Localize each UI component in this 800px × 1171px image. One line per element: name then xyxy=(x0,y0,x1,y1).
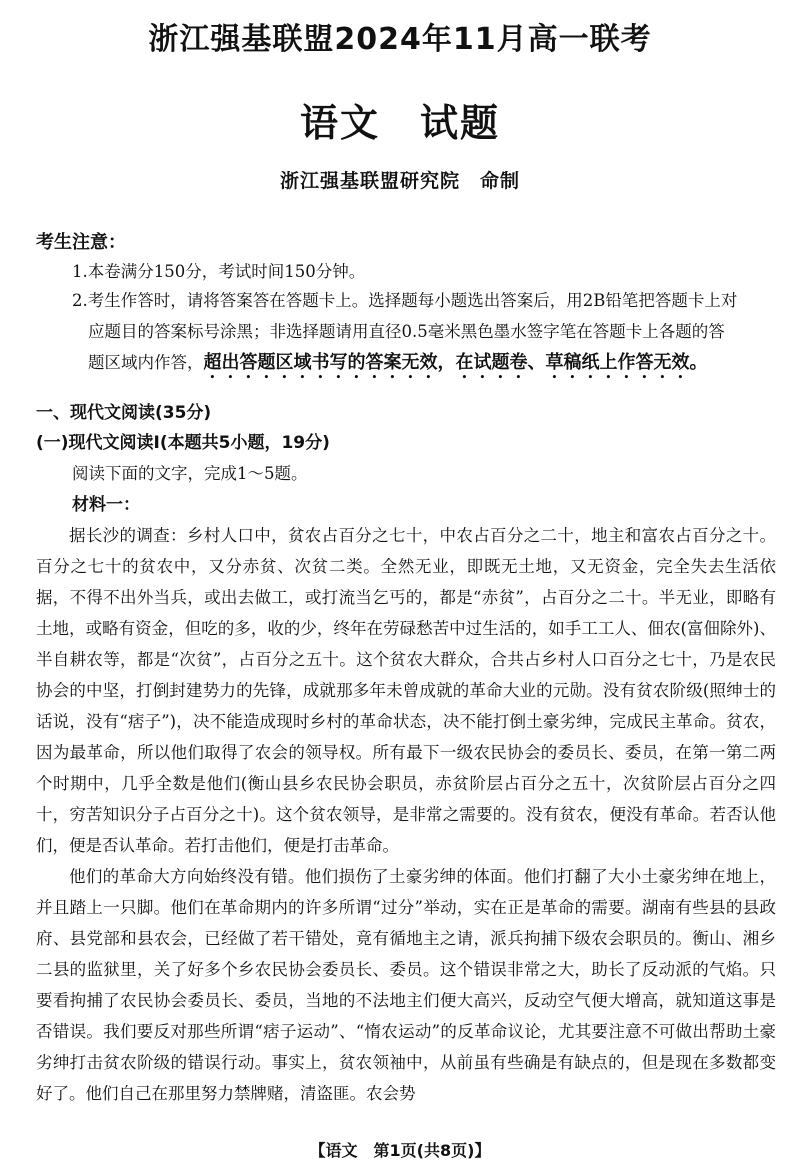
subsection-heading: (一)现代文阅读Ⅰ(本题共5小题，19分) xyxy=(36,433,330,453)
notice-item-2-line-3 xyxy=(72,347,776,383)
exam-title: 浙江强基联盟2024年11月高一联考 xyxy=(148,22,652,57)
notice-item-2-plain: 题区域内作答， xyxy=(88,353,204,372)
reading-passage xyxy=(36,520,776,1109)
subject-title: 语文 试题 xyxy=(299,101,500,145)
material-label: 材料一： xyxy=(72,495,140,515)
notice-heading: 考生注意： xyxy=(36,232,126,253)
reading-instruction: 阅读下面的文字，完成1～5题。 xyxy=(72,464,308,483)
notice-item-2-line-1: 2.考生作答时，请将答案答在答题卡上。选择题每小题选出答案后，用2B铅笔把答题卡上对 xyxy=(72,291,738,310)
notice-item-2-line-2: 应题目的答案标号涂黑；非选择题请用直径0.5毫米黑色墨水签字笔在答题卡上各题的答 xyxy=(88,322,725,341)
section-heading: 一、现代文阅读(35分) xyxy=(36,403,212,423)
notice-item-1: 1.本卷满分150分，考试时间150分钟。 xyxy=(72,262,366,281)
passage-paragraph-2: 他们的革命大方向始终没有错。他们损伤了土豪劣绅的体面。他们打翻了大小土豪劣绅在地上，并且踏上一只脚。他们在革命期内的许多所谓“过分”举动，实在正是革命的需要。湖南有些县的县政府、县党部和县农会，已经做了若干错处，竟有循地主之请，派兵拘捕下级农会职员的。衡山、湘乡二县的监狱里，关了好多个乡农民协会委员长、委员。这个错误非常之大，助长了反动派的气焰。只要看拘捕了农民协会委员长、委员，当地的不法地主们便大高兴，反动空气便大增高，就知道这事是否错误。我们要反对那些所谓“痞子运动”、“惰农运动”的反革命议论，尤其要注意不可做出帮助土豪劣绅打击贫农阶级的错误行动。事实上，贫农领袖中，从前虽有些确是有缺点的，但是现在多数都变好了。他们自己在那里努力禁牌赌，清盗匪。农会势 xyxy=(36,867,776,1103)
page-footer: 【语文 第1页(共8页)】 xyxy=(309,1141,491,1160)
passage-paragraph-1: 据长沙的调查：乡村人口中，贫农占百分之七十，中农占百分之二十，地主和富农占百分之十。百分之七十的贫农中，又分赤贫、次贫二类。全然无业，即既无土地，又无资金，完全失去生活依据，不得不出外当兵，或出去做工，或打流当乞丐的，都是“赤贫”，占百分之二十。半无业，即略有土地，或略有资金，但吃的多，收的少，终年在劳碌愁苦中过生活的，如手工工人、佃农(富佃除外)、半自耕农等，都是“次贫”，占百分之五十。这个贫农大群众，合共占乡村人口百分之七十，乃是农民协会的中坚，打倒封建势力的先锋，成就那多年未曾成就的革命大业的元勋。没有贫农阶级(照绅士的话说，没有“痞子”)，决不能造成现时乡村的革命状态，决不能打倒土豪劣绅，完成民主革命。贫农，因为最革命，所以他们取得了农会的领导权。所有最下一级农民协会的委员长、委员，在第一第二两个时期中，几乎全数是他们(衡山县乡农民协会职员，赤贫阶层占百分之五十，次贫阶层占百分之四十，穷苦知识分子占百分之十)。这个贫农领导，是非常之需要的。没有贫农，便没有革命。若否认他们，便是否认革命。若打击他们，便是打击革命。 xyxy=(36,526,776,855)
notice-emphasis-text: 超出答题区域书写的答案无效，在试题卷、草稿纸上作答无效。 xyxy=(203,352,708,373)
issuer-line: 浙江强基联盟研究院 命制 xyxy=(279,170,520,192)
notice-item-2 xyxy=(36,285,776,383)
